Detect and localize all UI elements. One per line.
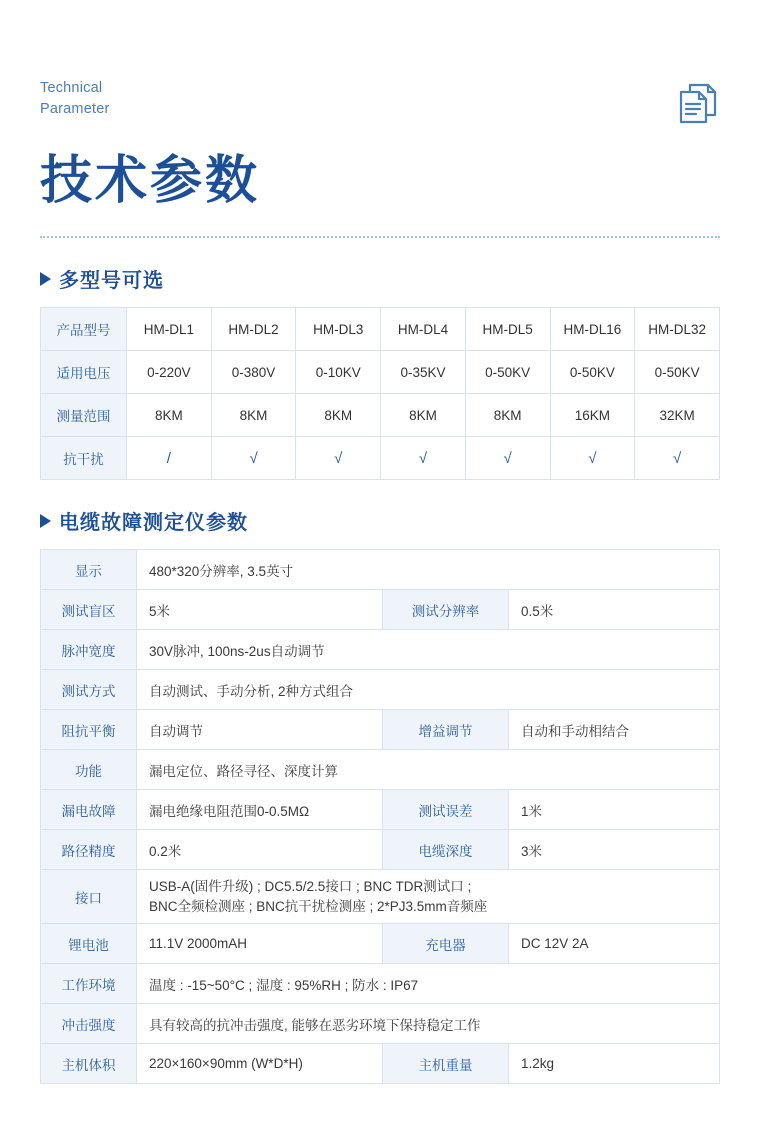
cell: 8KM [381, 394, 466, 437]
table-row [41, 308, 720, 351]
cell: 0-220V [127, 351, 212, 394]
cell: 0-50KV [465, 351, 550, 394]
cell: 0-50KV [550, 351, 635, 394]
row-label: 工作环境 [41, 964, 137, 1004]
row-value-line-2: BNC全频检测座 ; BNC抗干扰检测座 ; 2*PJ3.5mm音频座 [149, 898, 488, 914]
cell: HM-DL16 [550, 308, 635, 351]
cell: 8KM [296, 394, 381, 437]
row-label: 脉冲宽度 [41, 630, 137, 670]
row-value-2: 0.5米 [509, 590, 720, 630]
cell: √ [635, 437, 720, 480]
cell: HM-DL5 [465, 308, 550, 351]
cell: / [127, 437, 212, 480]
row-value: 漏电绝缘电阻范围0-0.5MΩ [137, 790, 383, 830]
eyebrow-text [40, 78, 110, 120]
cell: √ [550, 437, 635, 480]
row-label-2: 增益调节 [383, 710, 509, 750]
cell: HM-DL32 [635, 308, 720, 351]
table-row [41, 924, 720, 964]
eyebrow-line-2: Parameter [40, 101, 110, 118]
cell: √ [381, 437, 466, 480]
row-value: 0.2米 [137, 830, 383, 870]
row-label-2: 充电器 [383, 924, 509, 964]
cell: HM-DL1 [127, 308, 212, 351]
row-value: 480*320分辨率, 3.5英寸 [137, 550, 720, 590]
row-label: 测试方式 [41, 670, 137, 710]
row-label: 功能 [41, 750, 137, 790]
row-value: 具有较高的抗冲击强度, 能够在恶劣环境下保持稳定工作 [137, 1004, 720, 1044]
cell: 8KM [211, 394, 296, 437]
row-label-2: 电缆深度 [383, 830, 509, 870]
cell: 8KM [127, 394, 212, 437]
row-label: 冲击强度 [41, 1004, 137, 1044]
cell: HM-DL3 [296, 308, 381, 351]
row-label: 适用电压 [41, 351, 127, 394]
table-row [41, 750, 720, 790]
row-value: 5米 [137, 590, 383, 630]
cell: 32KM [635, 394, 720, 437]
row-value [137, 870, 720, 924]
eyebrow-line-1: Technical [40, 80, 103, 96]
table-row [41, 670, 720, 710]
row-value: 自动调节 [137, 710, 383, 750]
row-value-2: 1.2kg [509, 1044, 720, 1084]
section-title-models: 多型号可选 [59, 270, 164, 293]
row-label-2: 测试误差 [383, 790, 509, 830]
row-value-line-1: USB-A(固件升级) ; DC5.5/2.5接口 ; BNC TDR测试口 ; [149, 879, 472, 895]
triangle-bullet-icon [40, 514, 51, 528]
cell: 8KM [465, 394, 550, 437]
row-value: 自动测试、手动分析, 2种方式组合 [137, 670, 720, 710]
row-value-2: 自动和手动相结合 [509, 710, 720, 750]
row-label: 产品型号 [41, 308, 127, 351]
triangle-bullet-icon [40, 272, 51, 286]
cell: 16KM [550, 394, 635, 437]
table-row [41, 1004, 720, 1044]
cell: 0-50KV [635, 351, 720, 394]
row-value: 漏电定位、路径寻径、深度计算 [137, 750, 720, 790]
table-row [41, 394, 720, 437]
row-label: 测试盲区 [41, 590, 137, 630]
page-header [40, 0, 720, 131]
row-label: 主机体积 [41, 1044, 137, 1084]
section-heading-params [40, 506, 720, 535]
cell: 0-10KV [296, 351, 381, 394]
table-row [41, 790, 720, 830]
page-title: 技术参数 [40, 151, 261, 211]
row-label-2: 测试分辨率 [383, 590, 509, 630]
document-icon [678, 82, 718, 131]
divider [40, 236, 720, 238]
table-row [41, 1044, 720, 1084]
table-row [41, 550, 720, 590]
section-heading-models [40, 264, 720, 293]
row-label: 阻抗平衡 [41, 710, 137, 750]
table-row [41, 830, 720, 870]
row-label: 抗干扰 [41, 437, 127, 480]
row-label-2: 主机重量 [383, 1044, 509, 1084]
row-value: 220×160×90mm (W*D*H) [137, 1044, 383, 1084]
cell: 0-380V [211, 351, 296, 394]
cell: √ [465, 437, 550, 480]
cell: 0-35KV [381, 351, 466, 394]
params-table [40, 549, 720, 1084]
row-value-2: 1米 [509, 790, 720, 830]
row-label: 漏电故障 [41, 790, 137, 830]
table-row [41, 437, 720, 480]
row-label: 路径精度 [41, 830, 137, 870]
cell: √ [296, 437, 381, 480]
table-row [41, 870, 720, 924]
row-value: 11.1V 2000mAH [137, 924, 383, 964]
table-row [41, 590, 720, 630]
cell: HM-DL2 [211, 308, 296, 351]
table-row [41, 964, 720, 1004]
row-label: 测量范围 [41, 394, 127, 437]
row-label: 接口 [41, 870, 137, 924]
row-value-2: 3米 [509, 830, 720, 870]
section-title-params: 电缆故障测定仪参数 [59, 512, 248, 535]
cell: HM-DL4 [381, 308, 466, 351]
row-value: 30V脉冲, 100ns-2us自动调节 [137, 630, 720, 670]
row-label: 锂电池 [41, 924, 137, 964]
row-value-2: DC 12V 2A [509, 924, 720, 964]
row-value: 温度 : -15~50°C ; 湿度 : 95%RH ; 防水 : IP67 [137, 964, 720, 1004]
cell: √ [211, 437, 296, 480]
models-table [40, 307, 720, 480]
table-row [41, 351, 720, 394]
table-row [41, 630, 720, 670]
row-label: 显示 [41, 550, 137, 590]
table-row [41, 710, 720, 750]
